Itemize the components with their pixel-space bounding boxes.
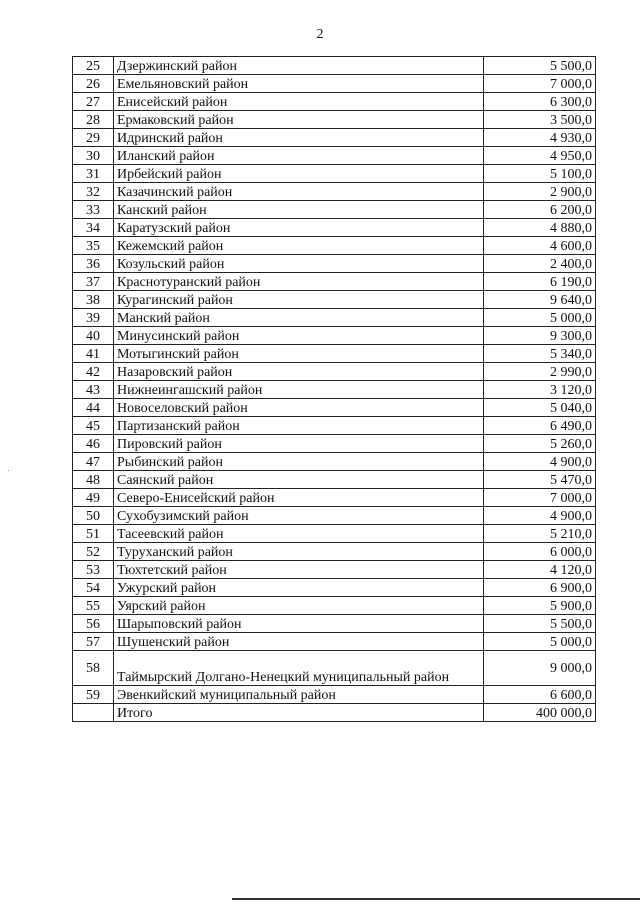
table-row [73,543,596,561]
row-number: 56 [73,615,114,633]
row-number: 31 [73,165,114,183]
amount-value: 5 260,0 [484,435,596,453]
table-row [73,93,596,111]
district-name: Кежемский район [114,237,484,255]
row-number: 49 [73,489,114,507]
allocation-table [72,56,596,722]
row-number: 57 [73,633,114,651]
amount-value: 5 000,0 [484,633,596,651]
row-number: 35 [73,237,114,255]
district-name: Минусинский район [114,327,484,345]
amount-value: 9 000,0 [484,651,596,686]
row-number: 58 [73,651,114,686]
amount-value: 5 340,0 [484,345,596,363]
row-number: 55 [73,597,114,615]
row-number: 28 [73,111,114,129]
table-row [73,489,596,507]
amount-value: 4 950,0 [484,147,596,165]
row-number: 33 [73,201,114,219]
amount-value: 2 990,0 [484,363,596,381]
district-name: Партизанский район [114,417,484,435]
district-name: Канский район [114,201,484,219]
district-name: Шарыповский район [114,615,484,633]
row-number: 34 [73,219,114,237]
amount-value: 2 900,0 [484,183,596,201]
table-row [73,507,596,525]
district-name: Мотыгинский район [114,345,484,363]
district-name: Ужурский район [114,579,484,597]
district-name: Новоселовский район [114,399,484,417]
table-row [73,183,596,201]
amount-value: 4 880,0 [484,219,596,237]
district-name: Енисейский район [114,93,484,111]
district-name: Ермаковский район [114,111,484,129]
table-row [73,435,596,453]
amount-value: 6 300,0 [484,93,596,111]
district-name: Тюхтетский район [114,561,484,579]
district-name: Краснотуранский район [114,273,484,291]
amount-value: 5 470,0 [484,471,596,489]
amount-value: 2 400,0 [484,255,596,273]
district-name: Нижнеингашский район [114,381,484,399]
row-number: 45 [73,417,114,435]
amount-value: 4 600,0 [484,237,596,255]
row-number: 41 [73,345,114,363]
amount-value: 5 210,0 [484,525,596,543]
row-number: 59 [73,686,114,704]
table-row [73,453,596,471]
amount-value: 9 640,0 [484,291,596,309]
district-name: Тасеевский район [114,525,484,543]
amount-value: 7 000,0 [484,489,596,507]
district-name: Шушенский район [114,633,484,651]
table-row [73,111,596,129]
district-name: Уярский район [114,597,484,615]
table-row [73,327,596,345]
amount-value: 4 900,0 [484,507,596,525]
district-name: Ирбейский район [114,165,484,183]
total-row-number [73,704,114,722]
district-name: Казачинский район [114,183,484,201]
table-row [73,219,596,237]
row-number: 46 [73,435,114,453]
table-row [73,597,596,615]
table-row [73,345,596,363]
row-number: 47 [73,453,114,471]
row-number: 25 [73,57,114,75]
district-name: Туруханский район [114,543,484,561]
row-number: 36 [73,255,114,273]
table-row [73,201,596,219]
amount-value: 3 500,0 [484,111,596,129]
row-number: 37 [73,273,114,291]
row-number: 51 [73,525,114,543]
table-row [73,561,596,579]
amount-value: 7 000,0 [484,75,596,93]
table-row [73,255,596,273]
table-row [73,579,596,597]
amount-value: 4 120,0 [484,561,596,579]
row-number: 50 [73,507,114,525]
amount-value: 5 100,0 [484,165,596,183]
table-row [73,147,596,165]
district-name: Саянский район [114,471,484,489]
district-name: Курагинский район [114,291,484,309]
amount-value: 5 040,0 [484,399,596,417]
row-number: 39 [73,309,114,327]
district-name: Козульский район [114,255,484,273]
total-row [73,704,596,722]
amount-value: 6 900,0 [484,579,596,597]
row-number: 43 [73,381,114,399]
district-name: Эвенкийский муниципальный район [114,686,484,704]
district-name: Дзержинский район [114,57,484,75]
amount-value: 3 120,0 [484,381,596,399]
total-label: Итого [114,704,484,722]
row-number: 38 [73,291,114,309]
district-name: Северо-Енисейский район [114,489,484,507]
district-name: Иланский район [114,147,484,165]
table-row [73,129,596,147]
table-row [73,417,596,435]
row-number: 52 [73,543,114,561]
table-row [73,399,596,417]
district-name: Пировский район [114,435,484,453]
table-row [73,309,596,327]
row-number: 27 [73,93,114,111]
table-row [73,381,596,399]
district-name: Рыбинский район [114,453,484,471]
row-number: 54 [73,579,114,597]
amount-value: 6 000,0 [484,543,596,561]
amount-value: 5 500,0 [484,615,596,633]
district-name: Таймырский Долгано-Ненецкий муниципальный район [114,651,484,686]
bottom-rule [232,898,640,900]
amount-value: 6 600,0 [484,686,596,704]
amount-value: 5 500,0 [484,57,596,75]
table-row [73,633,596,651]
district-name: Емельяновский район [114,75,484,93]
amount-value: 4 930,0 [484,129,596,147]
amount-value: 9 300,0 [484,327,596,345]
amount-value: 6 200,0 [484,201,596,219]
amount-value: 4 900,0 [484,453,596,471]
row-number: 30 [73,147,114,165]
row-number: 26 [73,75,114,93]
table-row [73,291,596,309]
row-number: 42 [73,363,114,381]
table-row [73,363,596,381]
amount-value: 5 000,0 [484,309,596,327]
table-row [73,75,596,93]
scan-speck [8,470,9,471]
row-number: 53 [73,561,114,579]
amount-value: 6 490,0 [484,417,596,435]
table-row [73,165,596,183]
table-body [73,57,596,722]
total-amount: 400 000,0 [484,704,596,722]
table-row [73,651,596,686]
row-number: 40 [73,327,114,345]
district-name: Идринский район [114,129,484,147]
table-row [73,525,596,543]
district-name: Назаровский район [114,363,484,381]
district-name: Каратузский район [114,219,484,237]
row-number: 48 [73,471,114,489]
page-number: 2 [316,27,324,42]
amount-value: 5 900,0 [484,597,596,615]
table-row [73,273,596,291]
table-row [73,471,596,489]
district-name: Манский район [114,309,484,327]
table-row [73,686,596,704]
district-name: Сухобузимский район [114,507,484,525]
table-row [73,237,596,255]
row-number: 29 [73,129,114,147]
table-row [73,57,596,75]
row-number: 44 [73,399,114,417]
amount-value: 6 190,0 [484,273,596,291]
table-row [73,615,596,633]
row-number: 32 [73,183,114,201]
